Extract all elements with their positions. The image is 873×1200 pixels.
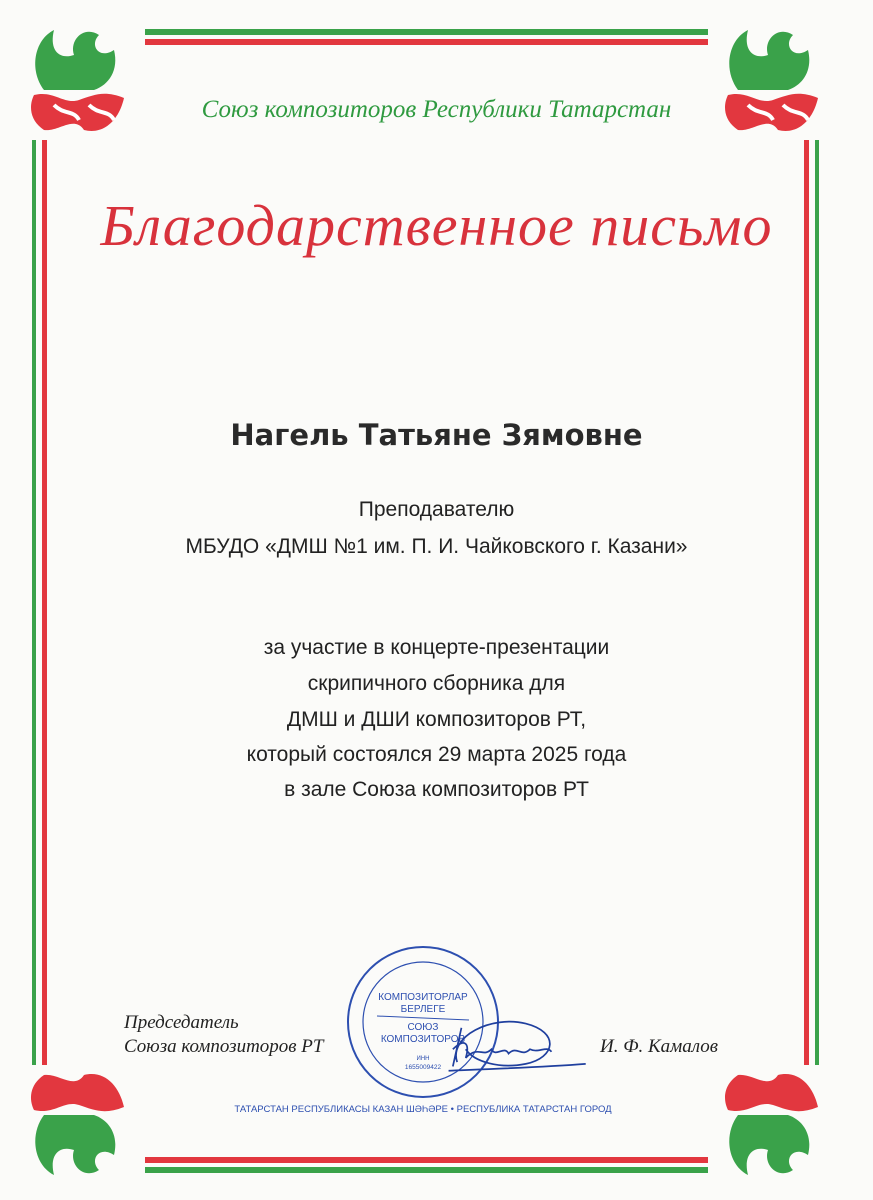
recipient-name: Нагель Татьяне Зямовне — [230, 418, 643, 452]
top-green-stripe — [145, 29, 708, 35]
recipient-position: Преподавателю — [358, 498, 515, 521]
bottom-red-stripe — [145, 1157, 708, 1163]
stamp-inn-label: ИНН — [416, 1056, 430, 1062]
corner-ornament-icon — [24, 1065, 134, 1185]
handwritten-signature — [440, 1005, 590, 1085]
stamp-line: КОМПОЗИТОРЛАР — [378, 992, 468, 1003]
corner-ornament-icon — [718, 1065, 828, 1185]
stamp-line: СОЮЗ — [407, 1022, 439, 1033]
signer-role-line1: Председатель — [124, 1012, 239, 1033]
organization-header: Союз композиторов Республики Татарстан — [201, 96, 672, 123]
top-red-stripe — [145, 39, 708, 45]
stamp-inn: 1655009422 — [404, 1064, 442, 1071]
stamp-ring-text: ТАТАРСТАН РЕСПУБЛИКАСЫ КАЗАН ШӘҺӘРЕ • РЕСПУБЛИКА ТАТАРСТАН ГОРОД — [234, 1104, 612, 1115]
stamp-line: БЕРЛЕГЕ — [400, 1004, 446, 1015]
right-red-stripe — [804, 140, 809, 1065]
reason-line: который состоялся 29 марта 2025 года — [246, 743, 627, 766]
stamp-line: КОМПОЗИТОРОВ — [380, 1034, 466, 1045]
signer-role-line2: Союза композиторов РТ — [124, 1036, 324, 1057]
recipient-institution: МБУДО «ДМШ №1 им. П. И. Чайковского г. Казани» — [185, 535, 688, 558]
document-title: Благодарственное письмо — [100, 193, 773, 258]
reason-line: в зале Союза композиторов РТ — [284, 778, 589, 801]
left-red-stripe — [42, 140, 47, 1065]
reason-line: скрипичного сборника для — [307, 672, 566, 695]
reason-line: за участие в концерте-презентации — [263, 636, 610, 659]
left-green-stripe — [32, 140, 36, 1065]
bottom-green-stripe — [145, 1167, 708, 1173]
signer-name: И. Ф. Камалов — [600, 1036, 719, 1057]
right-green-stripe — [815, 140, 819, 1065]
reason-line: ДМШ и ДШИ композиторов РТ, — [286, 708, 587, 731]
